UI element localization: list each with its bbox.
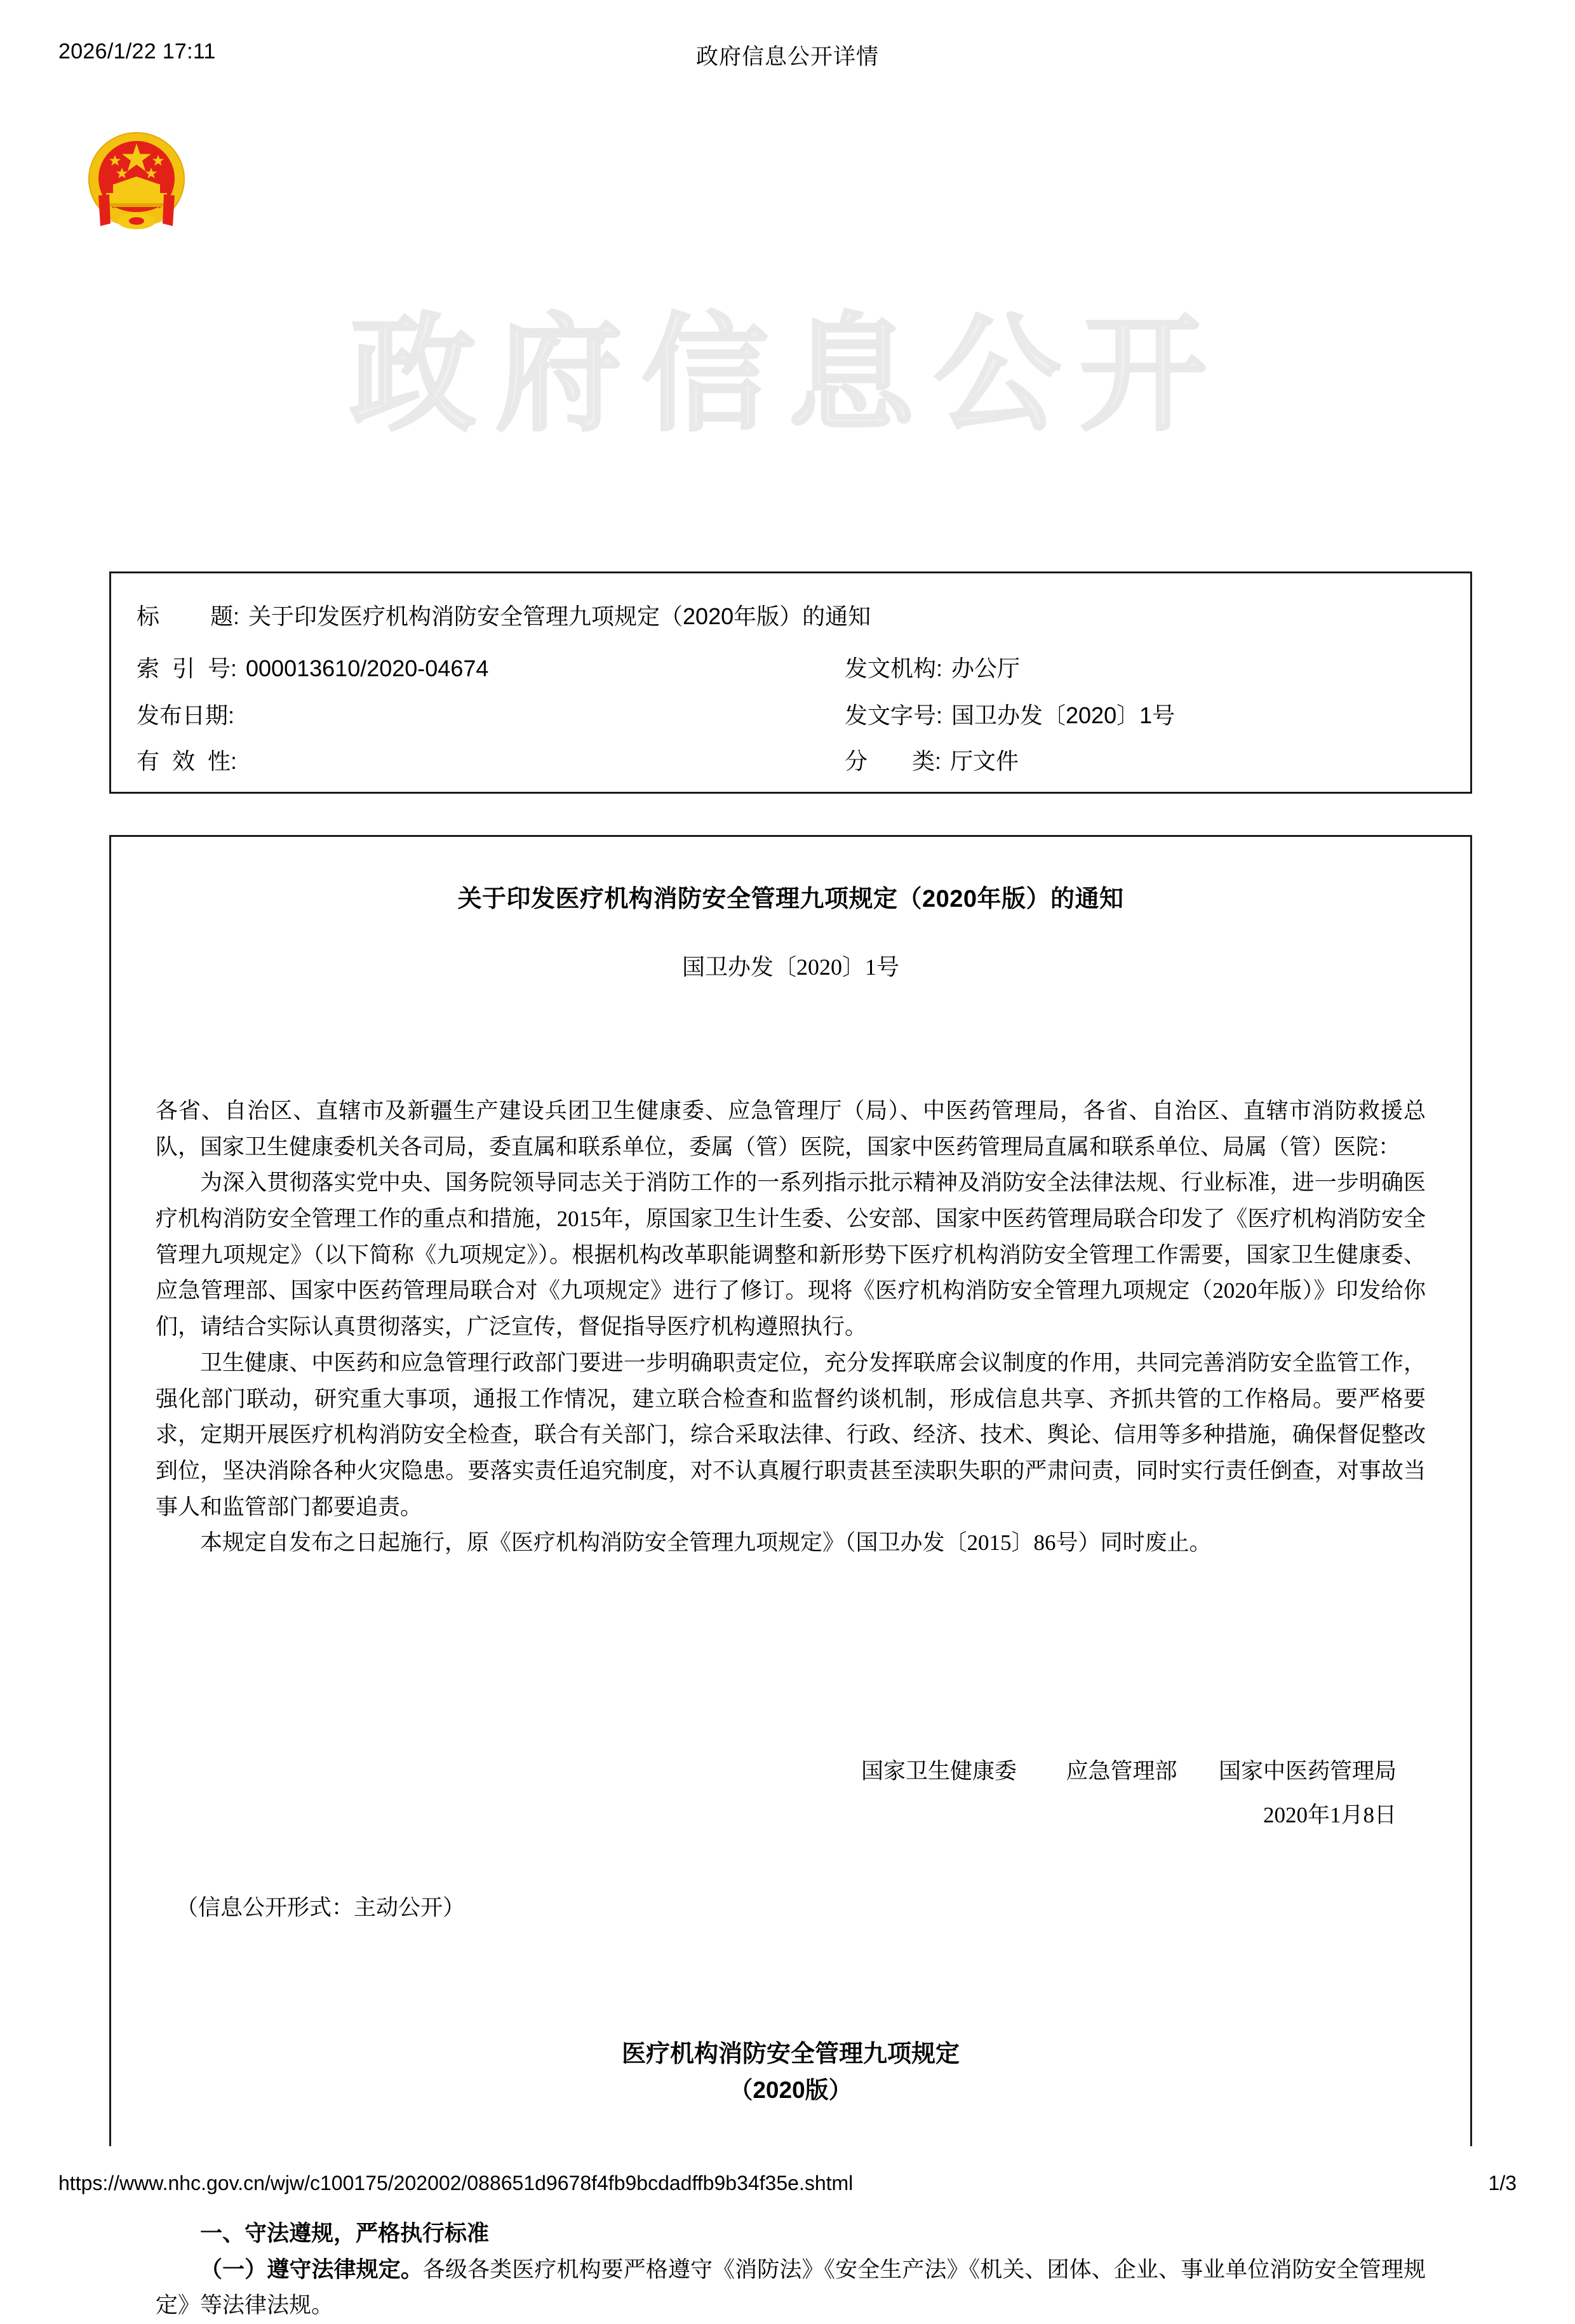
document-number: 国卫办发〔2020〕1号 <box>681 954 899 980</box>
regulation-title <box>156 2036 1426 2108</box>
meta-value-document-number: 国卫办发〔2020〕1号 <box>951 702 1176 728</box>
meta-value-index-number: 000013610/2020-04674 <box>246 655 489 681</box>
meta-cell-index-number <box>137 651 822 695</box>
meta-cell-category <box>845 744 1442 788</box>
regulation-title-main: 医疗机构消防安全管理九项规定 <box>621 2041 960 2068</box>
section-item-text: 各级各类医疗机构要严格遵守《消防法》《安全生产法》《机关、团体、企业、事业单位消防安全管理规定》等法律法规。 <box>156 2257 1426 2318</box>
body-paragraph-2: 卫生健康、中医药和应急管理行政部门要进一步明确职责定位，充分发挥联席会议制度的作用，共同完善消防安全监管工作，强化部门联动，研究重大事项，通报工作情况，建立联合检查和监督约谈机制，形成信息共享、齐抓共管的工作格局。要严格要求，定期开展医疗机构消防安全检查，联合有关部门，综合采取法律、行政、经济、技术、舆论、信用等多种措施，确保督促整改到位，坚决消除各种火灾隐患。要落实责任追究制度，对不认真履行职责甚至渎职失职的严肃问责，同时实行责任倒查，对事故当事人和监管部门都要追责。 <box>156 1350 1426 1519</box>
metadata-table <box>109 571 1472 794</box>
meta-cell-publish-date <box>137 698 822 742</box>
body-paragraph-3: 本规定自发布之日起施行，原《医疗机构消防安全管理九项规定》（国卫办发〔2015〕86号）同时废止。 <box>200 1530 1212 1556</box>
meta-cell-issuing-agency <box>845 651 1442 695</box>
regulation-section <box>156 2216 1426 2324</box>
print-date: 2026/1/22 17:11 <box>58 39 216 63</box>
watermark-text: 政府信息公开 <box>349 301 1226 449</box>
disclosure-form-note: （信息公开形式：主动公开） <box>176 1895 466 1921</box>
source-url[interactable]: https://www.nhc.gov.cn/wjw/c100175/202002/088651d9678f4fb9bcdadffb9b34f35e.shtml <box>58 2172 854 2194</box>
body-paragraph-addressees: 各省、自治区、直辖市及新疆生产建设兵团卫生健康委、应急管理厅（局）、中医药管理局，各省、自治区、直辖市消防救援总队，国家卫生健康委机关各司局，委直属和联系单位，委属（管）医院，国家中医药管理局直属和联系单位、局属（管）医院： <box>156 1099 1426 1159</box>
meta-cell-title <box>137 599 1438 643</box>
meta-value-category: 厅文件 <box>950 748 1019 774</box>
section-item-label: （一）遵守法律规定。 <box>200 2257 423 2282</box>
signature-org-memergency: 应急管理部 <box>1066 1758 1177 1784</box>
section-heading-1: 一、守法遵规，严格执行标准 <box>200 2220 490 2246</box>
signature-org-nhc: 国家卫生健康委 <box>861 1758 1017 1784</box>
table-row <box>111 599 1470 643</box>
body-paragraph-1: 为深入贯彻落实党中央、国务院领导同志关于消防工作的一系列指示批示精神及消防安全法律法规、行业标准，进一步明确医疗机构消防安全管理工作的重点和措施，2015年，原国家卫生计生委、公安部、国家中医药管理局联合印发了《医疗机构消防安全管理九项规定》（以下简称《九项规定》）。根据机构改革职能调整和新形势下医疗机构消防安全管理工作需要，国家卫生健康委、应急管理部、国家中医药管理局联合对《九项规定》进行了修订。现将《医疗机构消防安全管理九项规定（2020年版）》印发给你们，请结合实际认真贯彻落实，广泛宣传，督促指导医疗机构遵照执行。 <box>156 1170 1426 1340</box>
meta-label-validity: 有 效 性: <box>137 748 238 774</box>
table-row <box>111 744 1470 788</box>
national-emblem-icon <box>70 118 203 251</box>
print-page-title: 政府信息公开详情 <box>695 44 879 69</box>
meta-label-category: 分 类: <box>845 748 942 774</box>
signature-date: 2020年1月8日 <box>1263 1803 1397 1828</box>
print-header <box>0 39 1575 71</box>
page-number: 1/3 <box>1488 2172 1517 2194</box>
table-row <box>111 651 1470 695</box>
meta-cell-document-number <box>845 698 1442 742</box>
table-row <box>111 698 1470 742</box>
meta-value-issuing-agency: 办公厅 <box>951 655 1021 681</box>
document-body <box>156 1093 1426 1561</box>
signature-block <box>156 1752 1426 1835</box>
meta-label-document-number: 发文字号: <box>845 702 943 728</box>
document-title: 关于印发医疗机构消防安全管理九项规定（2020年版）的通知 <box>457 886 1124 912</box>
meta-label-issuing-agency: 发文机构: <box>845 655 943 681</box>
signature-org-tcm: 国家中医药管理局 <box>1218 1758 1397 1784</box>
meta-label-index-number: 索 引 号: <box>137 655 238 681</box>
meta-label-title: 标 题: <box>137 603 240 629</box>
meta-label-publish-date: 发布日期: <box>137 702 235 728</box>
regulation-title-subtitle: （2020版） <box>729 2077 852 2104</box>
print-footer <box>0 2172 1575 2203</box>
meta-cell-validity <box>137 744 822 788</box>
signature-organizations <box>156 1752 1397 1791</box>
section-item-1 <box>156 2252 1426 2324</box>
meta-value-title: 关于印发医疗机构消防安全管理九项规定（2020年版）的通知 <box>248 603 871 629</box>
